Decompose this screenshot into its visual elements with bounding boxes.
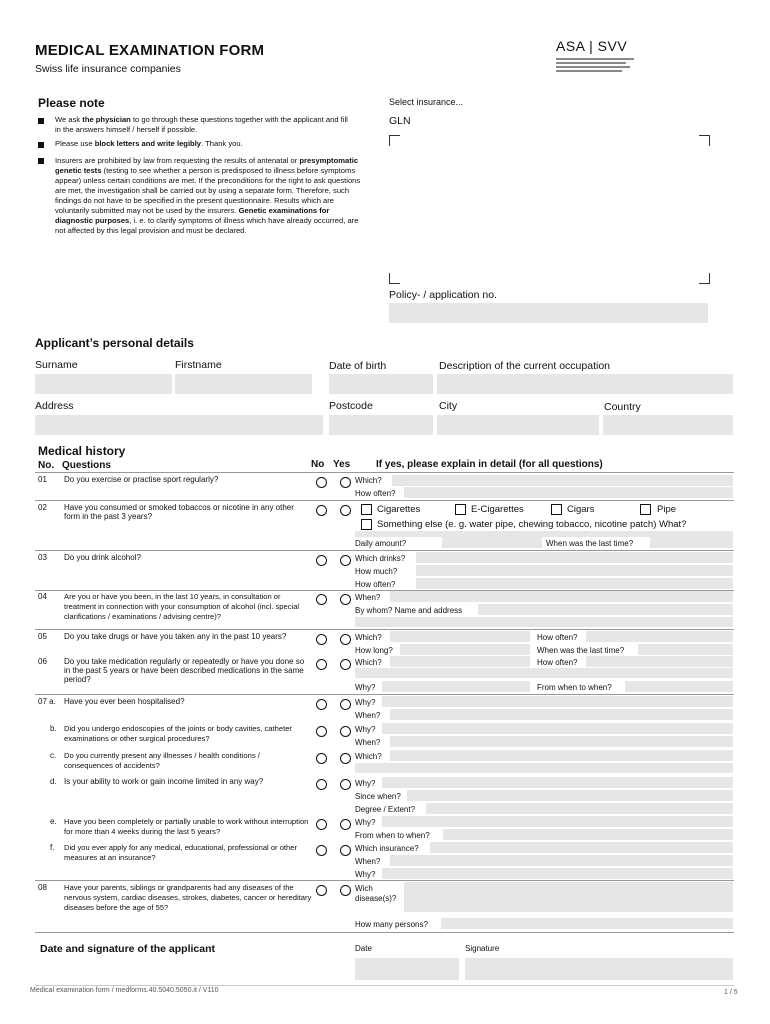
- city-label: City: [439, 400, 458, 412]
- q05-which-label: Which?: [355, 633, 382, 642]
- q07a-why-input[interactable]: [382, 696, 733, 707]
- q04-address-input[interactable]: [355, 617, 733, 627]
- q06-why-label: Why?: [355, 683, 376, 692]
- page-number: 1 / 5: [724, 989, 738, 996]
- policy-input[interactable]: [389, 303, 708, 323]
- pipe-label: Pipe: [657, 504, 677, 515]
- q07d-degree-label: Degree / Extent?: [355, 805, 416, 814]
- q05-yes-radio[interactable]: [340, 634, 351, 645]
- q01-howoften-input[interactable]: [404, 487, 733, 498]
- q07b-why-input[interactable]: [382, 723, 733, 734]
- q06-which-extra-input[interactable]: [355, 668, 733, 678]
- daily-amount-label: Daily amount?: [355, 539, 407, 548]
- q01-which-label: Which?: [355, 476, 382, 485]
- q07d-yes-radio[interactable]: [340, 779, 351, 790]
- q02-text: Have you consumed or smoked tobaccos or nicotine in any other form in the past 3 years?: [64, 503, 294, 521]
- col-questions-header: Questions: [62, 460, 111, 471]
- q01-text: Do you exercise or practise sport regularly?: [64, 475, 219, 484]
- q07f-when-label: When?: [355, 857, 381, 866]
- last-time-label: When was the last time?: [546, 539, 634, 548]
- q07f-why-input[interactable]: [382, 868, 733, 879]
- q08-howmany-label: How many persons?: [355, 920, 428, 929]
- footer-form-id: Medical examination form / medforms.40.5040.5050.it / V110: [30, 987, 219, 994]
- q03-drinks-label: Which drinks?: [355, 554, 406, 563]
- q01-which-input[interactable]: [392, 475, 733, 486]
- q07c-which-input[interactable]: [390, 750, 733, 761]
- last-time-input[interactable]: [650, 537, 733, 548]
- q04-bywhom-label: By whom? Name and address: [355, 606, 463, 615]
- q07f-yes-radio[interactable]: [340, 845, 351, 856]
- q07e-why-input[interactable]: [382, 816, 733, 827]
- q07f-which-input[interactable]: [430, 842, 733, 853]
- q07c-no-radio[interactable]: [316, 753, 327, 764]
- q01-number: 01: [38, 475, 47, 484]
- other-label: Something else (e. g. water pipe, chewing tobacco, nicotine patch) What?: [377, 519, 687, 530]
- q08-howmany-input[interactable]: [441, 918, 733, 929]
- q05-text: Do you take drugs or have you taken any in the past 10 years?: [64, 632, 287, 641]
- q03-howoften-label: How often?: [355, 580, 396, 589]
- q07a-text: Have you ever been hospitalised?: [64, 697, 185, 706]
- q01-howoften-label: How often?: [355, 489, 396, 498]
- q03-howmuch-label: How much?: [355, 567, 398, 576]
- cigars-checkbox[interactable]: [551, 504, 562, 515]
- q04-number: 04: [38, 592, 47, 601]
- q07b-no-radio[interactable]: [316, 726, 327, 737]
- q03-drinks-input[interactable]: [416, 552, 733, 563]
- q04-yes-radio[interactable]: [340, 594, 351, 605]
- q03-yes-radio[interactable]: [340, 555, 351, 566]
- q07a-yes-radio[interactable]: [340, 699, 351, 710]
- occupation-input[interactable]: [437, 374, 733, 394]
- col-no-header: No.: [38, 460, 55, 471]
- q07b-yes-radio[interactable]: [340, 726, 351, 737]
- address-input[interactable]: [35, 415, 323, 435]
- q05-lasttime-input[interactable]: [638, 644, 733, 655]
- q08-number: 08: [38, 883, 47, 892]
- q02-number: 02: [38, 503, 47, 512]
- postcode-input[interactable]: [329, 415, 433, 435]
- q02-yes-radio[interactable]: [340, 505, 351, 516]
- rule: [35, 880, 734, 881]
- q07c-which-extra-input[interactable]: [355, 763, 733, 773]
- q06-yes-radio[interactable]: [340, 659, 351, 670]
- q03-text: Do you drink alcohol?: [64, 553, 141, 562]
- q07b-text: Did you undergo endoscopies of the joints or body cavities, catheter examinations or other surgical procedures?: [64, 724, 292, 743]
- firstname-input[interactable]: [175, 374, 312, 394]
- col-yes-header: Yes: [333, 459, 351, 470]
- q07e-text: Have you been completely or partially unable to work without interruption for more than 4 weeks during the last 5 years?: [64, 817, 309, 836]
- gln-field[interactable]: [390, 136, 708, 282]
- col-no-answer-header: No: [311, 459, 325, 470]
- q07d-why-label: Why?: [355, 779, 376, 788]
- rule: [35, 694, 734, 695]
- city-input[interactable]: [437, 415, 599, 435]
- q06-why-input[interactable]: [382, 681, 530, 692]
- ecig-checkbox[interactable]: [455, 504, 466, 515]
- note-paragraph-2: Please use block letters and write legibly. Thank you.: [55, 139, 243, 148]
- q06-no-radio[interactable]: [316, 659, 327, 670]
- country-label: Country: [604, 401, 641, 413]
- note-paragraph-3: Insurers are prohibited by law from requesting the results of antenatal or presymptomatic genetic tests (testing to see whether a person is predisposed to illness before symptoms appear) unless certain conditions are met. If the preconditions for the right to ask questions are met, the investigation shall be carried out by using a separate form. Therefore, such findings do not have to be specified in the present questionnaire. Results which are voluntarily submitted may not be used by the insurers. Genetic examinations for diagnostic purposes, i. e. to clarify symptoms of illness which have already occurred, are not affected by this legal provision and must be declared.: [55, 156, 361, 235]
- q07d-since-input[interactable]: [407, 790, 733, 801]
- signature-date-input[interactable]: [355, 958, 459, 980]
- signature-input[interactable]: [465, 958, 733, 980]
- firstname-label: Firstname: [175, 359, 222, 371]
- q07d-number: d.: [50, 777, 57, 786]
- form-title: MEDICAL EXAMINATION FORM: [35, 42, 265, 59]
- q07a-when-input[interactable]: [390, 709, 733, 720]
- cigarettes-checkbox[interactable]: [361, 504, 372, 515]
- note-paragraph-1: We ask the physician to go through these questions together with the applicant and fill in the answers himself / herself if possible.: [55, 115, 348, 134]
- ecig-label: E-Cigarettes: [471, 504, 524, 515]
- q03-number: 03: [38, 553, 47, 562]
- bullet-3: [38, 158, 44, 164]
- q07f-text: Did you ever apply for any medical, educational, professional or other measures at an insurance?: [64, 843, 298, 862]
- q07b-when-input[interactable]: [390, 736, 733, 747]
- q04-when-input[interactable]: [390, 591, 733, 602]
- q08-disease-label: Wich disease(s)?: [355, 884, 397, 903]
- footer-rule: [35, 985, 734, 986]
- bullet-2: [38, 142, 44, 148]
- q05-howoften-input[interactable]: [586, 631, 733, 642]
- q04-no-radio[interactable]: [316, 594, 327, 605]
- q07b-number: b.: [50, 724, 57, 733]
- q07c-text: Do you currently present any illnesses / health conditions / consequences of accidents?: [64, 751, 260, 770]
- surname-label: Surname: [35, 359, 78, 371]
- q06-howoften-label: How often?: [537, 658, 578, 667]
- q07a-when-label: When?: [355, 711, 381, 720]
- q07a-number: 07 a.: [38, 697, 56, 706]
- q03-howoften-input[interactable]: [416, 578, 733, 589]
- q02-no-radio[interactable]: [316, 505, 327, 516]
- q06-text: Do you take medication regularly or repeatedly or have you done so in the past 5 years or have been described medications in the same period?: [64, 657, 305, 684]
- occupation-label: Description of the current occupation: [439, 360, 611, 372]
- q05-howlong-label: How long?: [355, 646, 393, 655]
- surname-input[interactable]: [35, 374, 172, 394]
- q08-yes-radio[interactable]: [340, 885, 351, 896]
- q05-number: 05: [38, 632, 47, 641]
- q06-howoften-input[interactable]: [586, 656, 733, 667]
- bullet-1: [38, 118, 44, 124]
- rule: [35, 500, 734, 501]
- dob-input[interactable]: [329, 374, 433, 394]
- q06-which-label: Which?: [355, 658, 382, 667]
- q07e-fromwhen-label: From when to when?: [355, 831, 430, 840]
- pipe-checkbox[interactable]: [640, 504, 651, 515]
- q07d-text: Is your ability to work or gain income limited in any way?: [64, 777, 264, 786]
- q07f-when-input[interactable]: [390, 855, 733, 866]
- q07c-which-label: Which?: [355, 752, 382, 761]
- q07f-no-radio[interactable]: [316, 845, 327, 856]
- q07e-yes-radio[interactable]: [340, 819, 351, 830]
- postcode-label: Postcode: [329, 400, 373, 412]
- q01-yes-radio[interactable]: [340, 477, 351, 488]
- q07a-no-radio[interactable]: [316, 699, 327, 710]
- select-insurance-dropdown[interactable]: Select insurance...: [389, 97, 464, 107]
- asa-svv-logo: [556, 38, 636, 74]
- q04-text: Are you or have you been, in the last 10 years, in consultation or treatment in connection with your consumption of alcohol (incl. special clarifications / examinations / advising centre)?: [64, 592, 300, 621]
- q07c-yes-radio[interactable]: [340, 753, 351, 764]
- q07d-since-label: Since when?: [355, 792, 401, 801]
- date-label: Date: [355, 944, 372, 953]
- country-input[interactable]: [603, 415, 733, 435]
- q01-no-radio[interactable]: [316, 477, 327, 488]
- q05-no-radio[interactable]: [316, 634, 327, 645]
- q07f-which-label: Which insurance?: [355, 844, 419, 853]
- gln-label: GLN: [389, 115, 411, 127]
- q03-howmuch-input[interactable]: [416, 565, 733, 576]
- rule: [35, 932, 734, 933]
- q07a-why-label: Why?: [355, 698, 376, 707]
- q07e-fromwhen-input[interactable]: [443, 829, 733, 840]
- q06-which-input[interactable]: [390, 656, 530, 667]
- q07d-degree-input[interactable]: [426, 803, 733, 814]
- q07f-number: f.: [50, 843, 55, 852]
- cigars-label: Cigars: [567, 504, 595, 515]
- other-checkbox[interactable]: [361, 519, 372, 530]
- rule: [35, 629, 734, 630]
- daily-amount-input[interactable]: [442, 537, 542, 548]
- q07b-when-label: When?: [355, 738, 381, 747]
- q07d-no-radio[interactable]: [316, 779, 327, 790]
- logo-text: ASA | SVV: [556, 38, 628, 54]
- q05-howlong-input[interactable]: [400, 644, 530, 655]
- q05-which-input[interactable]: [390, 631, 530, 642]
- q07c-number: c.: [50, 751, 57, 760]
- please-note-heading: Please note: [38, 96, 105, 110]
- q05-howoften-label: How often?: [537, 633, 578, 642]
- q03-no-radio[interactable]: [316, 555, 327, 566]
- q04-when-label: When?: [355, 593, 381, 602]
- form-subtitle: Swiss life insurance companies: [35, 63, 181, 75]
- rule: [35, 472, 734, 473]
- policy-label: Policy- / application no.: [389, 289, 497, 301]
- q06-number: 06: [38, 657, 47, 666]
- q07b-why-label: Why?: [355, 725, 376, 734]
- q07e-no-radio[interactable]: [316, 819, 327, 830]
- q07e-why-label: Why?: [355, 818, 376, 827]
- personal-heading: Applicant’s personal details: [35, 336, 194, 350]
- cigarettes-label: Cigarettes: [377, 504, 421, 515]
- q07e-number: e.: [50, 817, 57, 826]
- signature-label: Signature: [465, 944, 500, 953]
- q08-text: Have your parents, siblings or grandparents had any diseases of the nervous system, cardiac diseases, strokes, diabetes, cancer or hereditary diseases before the age of 55?: [64, 883, 312, 912]
- q06-fromwhen-input[interactable]: [625, 681, 733, 692]
- q07d-why-input[interactable]: [382, 777, 733, 788]
- q07f-why-label: Why?: [355, 870, 376, 879]
- q08-no-radio[interactable]: [316, 885, 327, 896]
- q08-disease-input[interactable]: [404, 882, 733, 912]
- rule: [35, 550, 734, 551]
- signature-heading: Date and signature of the applicant: [40, 943, 216, 955]
- col-explain-header: If yes, please explain in detail (for all questions): [376, 459, 603, 470]
- q05-lasttime-label: When was the last time?: [537, 646, 625, 655]
- q04-bywhom-input[interactable]: [478, 604, 733, 615]
- medical-history-heading: Medical history: [38, 444, 126, 458]
- q06-fromwhen-label: From when to when?: [537, 683, 612, 692]
- dob-label: Date of birth: [329, 360, 387, 372]
- address-label: Address: [35, 400, 74, 412]
